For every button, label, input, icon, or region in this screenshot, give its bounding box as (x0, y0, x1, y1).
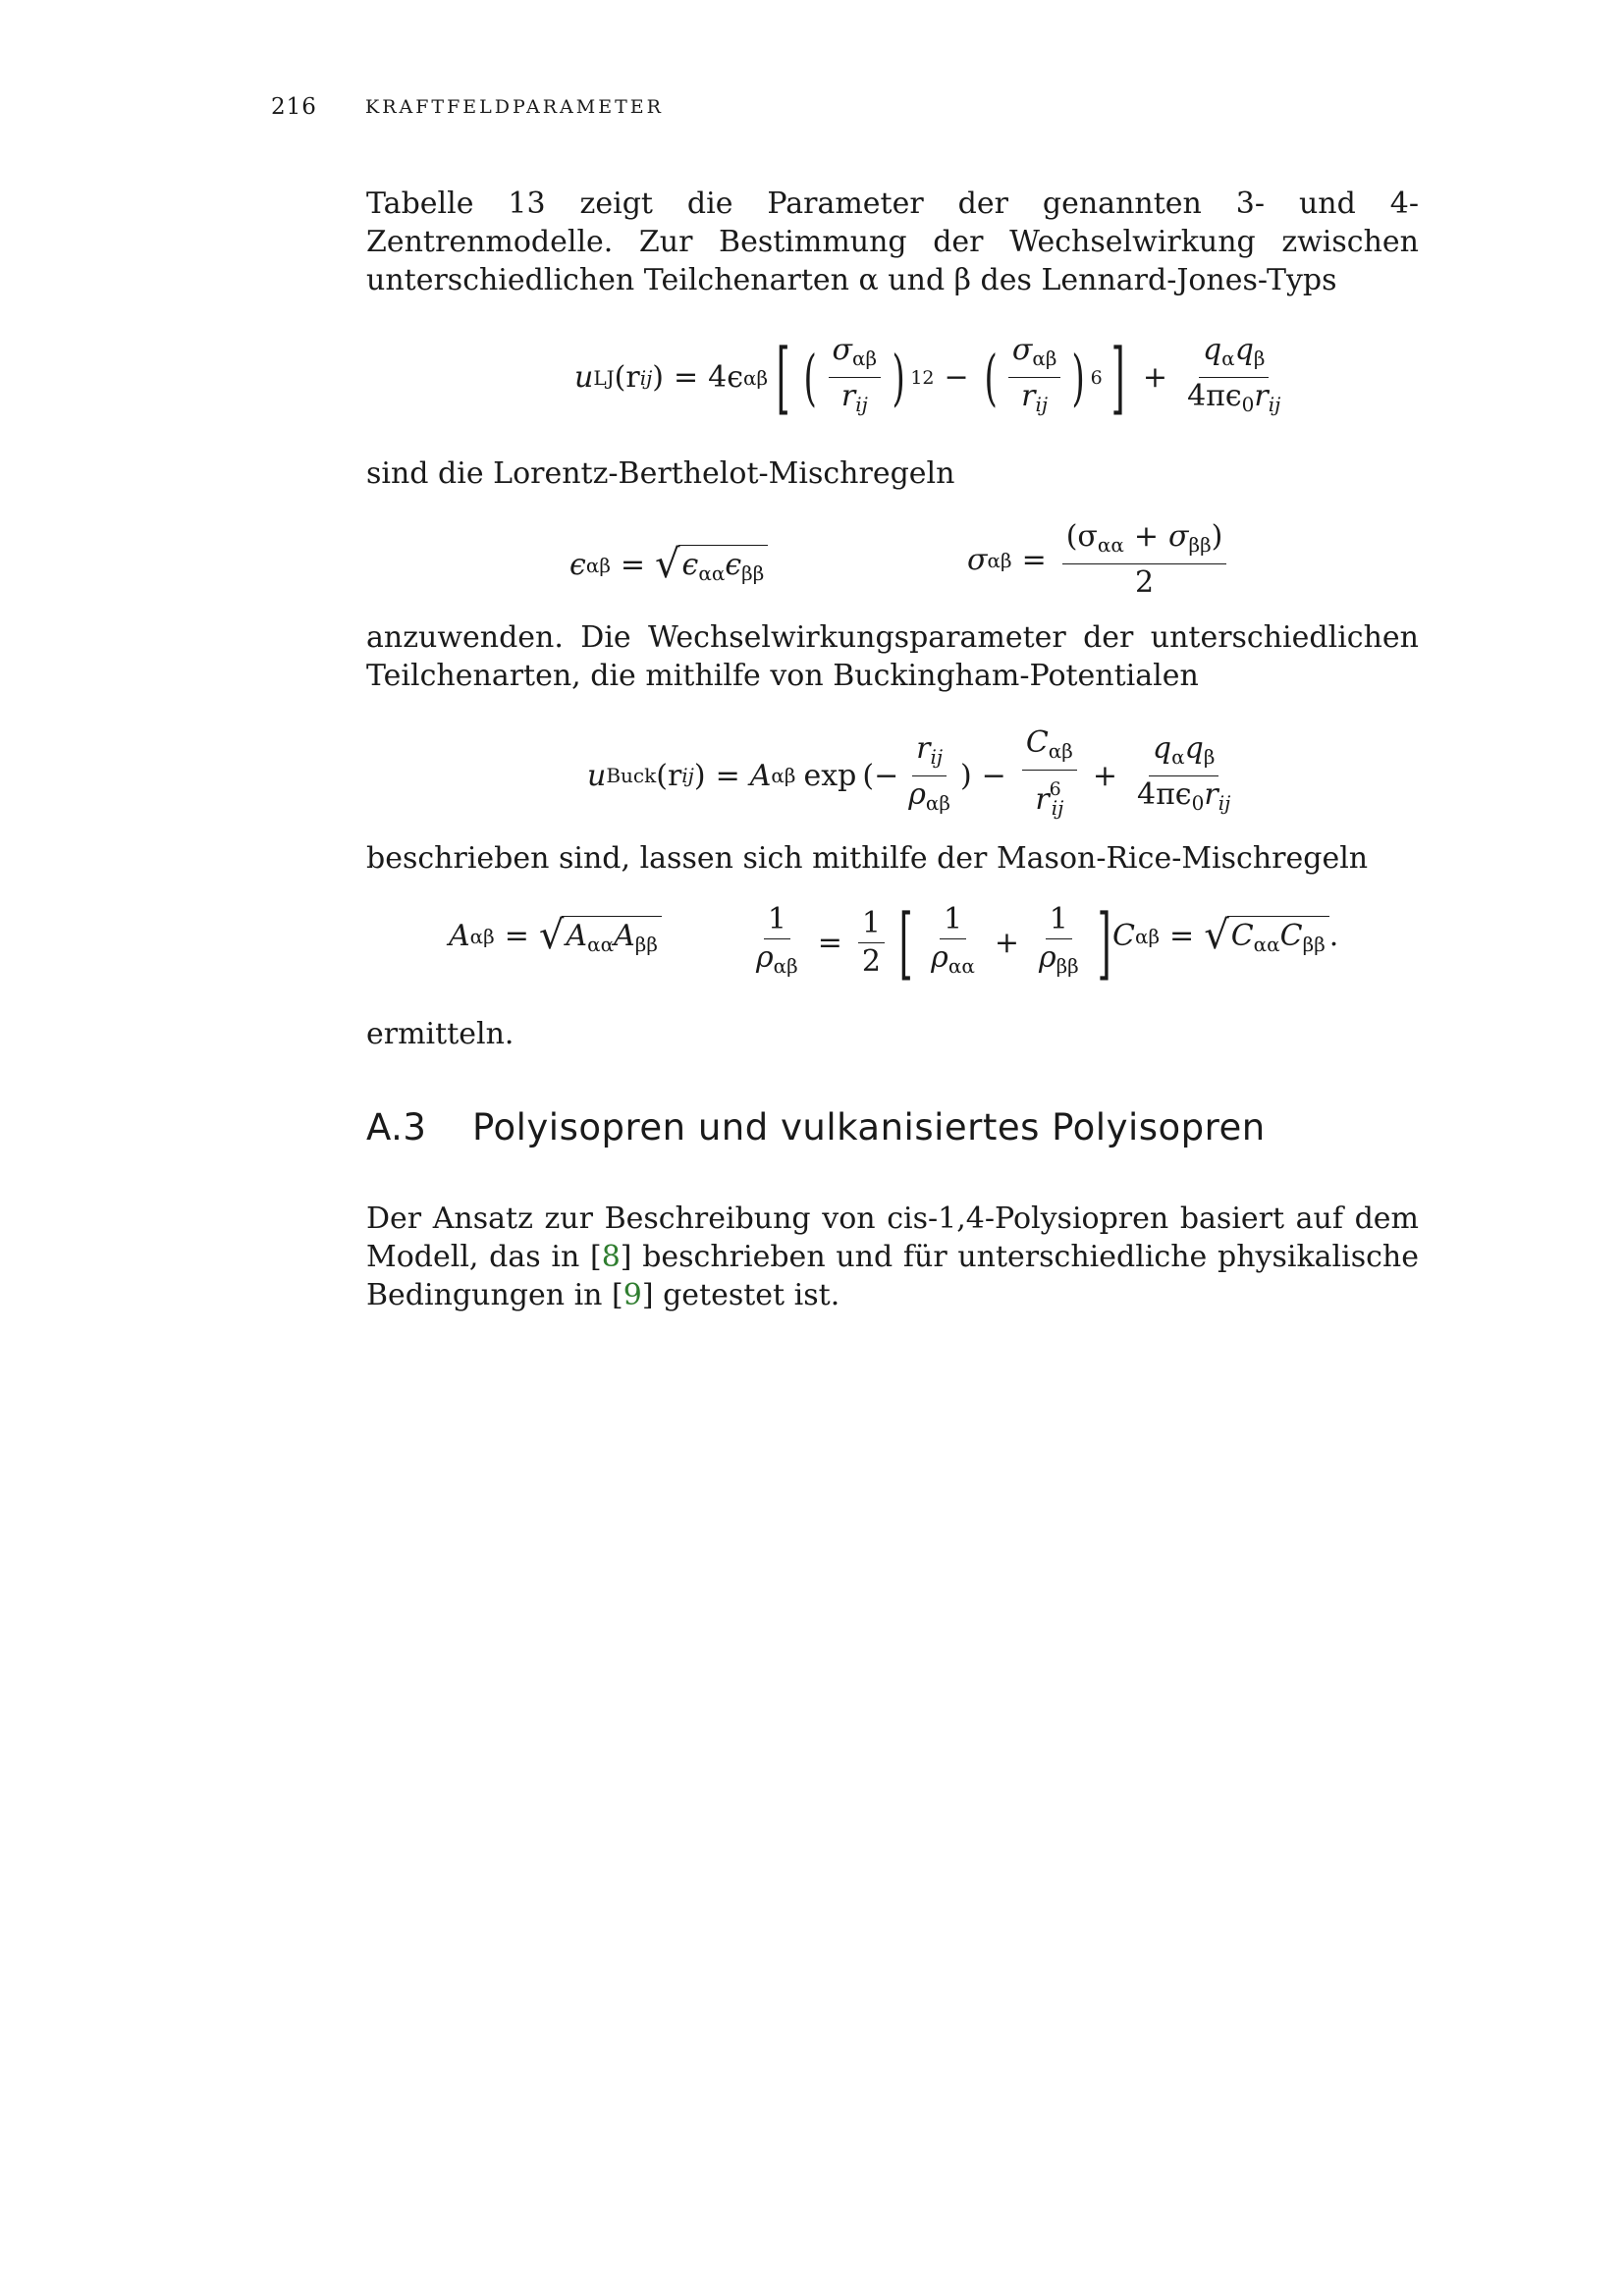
eq-symbol: r (1035, 782, 1050, 817)
paren-left: ( (803, 341, 818, 413)
eq-symbol: C (1230, 919, 1254, 953)
eq-subscript: αα (947, 954, 975, 978)
eq-symbol: 1 (764, 903, 790, 939)
eq-symbol: u (574, 360, 594, 395)
fraction (904, 732, 954, 820)
eq-subscript: αα (587, 933, 615, 956)
eq-symbol: C (1112, 919, 1135, 953)
eq-symbol: σ (967, 543, 988, 577)
citation-link[interactable]: 9 (623, 1278, 642, 1312)
eq-symbol: 1 (1046, 903, 1072, 939)
eq-symbol: ) (1211, 519, 1223, 554)
eq-operator: − (944, 360, 969, 395)
eq-operator: = (715, 758, 740, 793)
eq-symbol: q (1202, 333, 1222, 367)
paren-right: ) (1071, 341, 1086, 413)
eq-symbol: 4ϵ (708, 360, 744, 395)
eq-subscript: ij (855, 393, 868, 416)
eq-symbol: 2 (861, 944, 881, 979)
equation-buckingham (587, 726, 1240, 825)
fraction (1022, 726, 1077, 825)
eq-subscript: LJ (593, 365, 615, 390)
section-number: A.3 (366, 1106, 427, 1148)
eq-symbol: A (449, 919, 470, 953)
eq-subscript: ij (1051, 796, 1064, 820)
text-span: ] beschrieben und für unterschiedliche physikalische Bedingungen in [ (366, 1240, 1419, 1312)
eq-symbol: q (1184, 730, 1204, 766)
text-span: Der Ansatz zur Beschreibung von cis-1,4-Polysiopren basiert auf dem Modell, das in [ (366, 1201, 1419, 1274)
eq-subscript: ββ (1188, 533, 1212, 557)
equation-epsilon-mixing (569, 542, 768, 587)
eq-subscript: α (1221, 347, 1235, 370)
eq-operator: = (1021, 543, 1047, 577)
fraction (829, 334, 882, 421)
eq-symbol: C (1279, 919, 1303, 953)
paragraph-ermitteln: ermitteln. (366, 1017, 514, 1051)
text-span: ] getestet ist. (641, 1278, 840, 1312)
eq-symbol: ) (959, 758, 972, 793)
eq-symbol: ϵ (569, 548, 586, 582)
eq-symbol: r (916, 730, 931, 766)
fraction (858, 907, 885, 979)
eq-operator: + (994, 926, 1019, 960)
eq-symbol: 4πϵ (1137, 776, 1192, 812)
eq-exponent: 12 (910, 366, 935, 389)
citation-link[interactable]: 8 (601, 1240, 621, 1274)
eq-symbol: ρ (756, 940, 774, 975)
eq-subscript: ij (930, 744, 944, 769)
eq-symbol: σ (1168, 519, 1189, 554)
fraction (927, 903, 979, 983)
eq-symbol: C (1025, 725, 1049, 760)
eq-symbol: 4πϵ (1187, 379, 1242, 413)
eq-subscript: α (1171, 744, 1185, 769)
paragraph-intro: Tabelle 13 zeigt die Parameter der genannten 3- und 4-Zentrenmodelle. Zur Bestimmung der Wechselwirkung zwischen unterschiedlichen Teilchenarten α und β des Lennard-Jones-Typs (366, 187, 1419, 297)
eq-subscript: ij (1218, 790, 1231, 815)
eq-symbol: σ (832, 333, 853, 367)
fraction (1008, 334, 1061, 421)
eq-subscript: ββ (634, 933, 658, 956)
eq-symbol: ρ (908, 776, 926, 812)
eq-symbol: 1 (940, 903, 966, 939)
eq-subscript: ij (1268, 393, 1281, 416)
eq-subscript: αβ (743, 365, 769, 390)
eq-subscript: αβ (469, 924, 495, 948)
paragraph-lorentz: sind die Lorentz-Berthelot-Mischregeln (366, 456, 955, 491)
fraction (1062, 520, 1227, 600)
eq-subscript: ββ (1056, 954, 1079, 978)
equation-sigma-mixing (967, 520, 1232, 600)
eq-symbol: A (566, 919, 588, 953)
eq-subscript: αβ (1048, 739, 1073, 763)
equation-rho-mixing (746, 896, 1119, 988)
eq-symbol: r (1254, 379, 1269, 413)
paren-right: ) (892, 341, 905, 413)
page-number: 216 (271, 94, 317, 120)
eq-subscript: αβ (585, 553, 611, 577)
bracket-left: [ (898, 896, 913, 988)
eq-subscript: ij (1035, 393, 1049, 416)
eq-symbol: A (614, 919, 635, 953)
fraction (1133, 732, 1234, 820)
eq-operator: + (1133, 519, 1160, 554)
eq-operator: = (1169, 919, 1195, 953)
eq-symbol: (r (614, 360, 640, 395)
eq-symbol: q (1152, 730, 1172, 766)
eq-symbol: . (1328, 919, 1339, 953)
eq-symbol: ) (652, 360, 665, 395)
eq-symbol: A (749, 758, 772, 793)
eq-exponent: 6 (1049, 778, 1061, 800)
eq-subscript: αβ (987, 548, 1012, 572)
eq-symbol: r (840, 379, 856, 413)
chapter-title: KRAFTFELDPARAMETER (365, 96, 664, 118)
eq-symbol: ϵ (725, 548, 742, 582)
eq-function: exp (803, 758, 857, 793)
fraction (1183, 334, 1284, 421)
eq-operator: + (1092, 758, 1117, 793)
eq-symbol: r (1204, 776, 1218, 812)
running-head (271, 94, 1449, 128)
bracket-left: [ (776, 331, 790, 423)
eq-operator: = (817, 926, 842, 960)
fraction (1035, 903, 1083, 983)
square-root: √ $\epsilon_{\alpha\alpha}\epsilon_{\beta\beta}$ (655, 545, 768, 585)
eq-subscript: αβ (773, 954, 798, 978)
eq-operator: = (620, 548, 646, 582)
eq-subscript: ββ (741, 561, 765, 585)
paren-left: ( (984, 341, 998, 413)
bracket-right: ] (1097, 896, 1111, 988)
eq-symbol: q (1234, 333, 1254, 367)
eq-subscript: αα (1253, 933, 1280, 956)
eq-subscript: ij (681, 764, 694, 787)
eq-symbol: σ (1011, 333, 1033, 367)
eq-symbol: 2 (1134, 565, 1155, 600)
eq-subscript: ij (639, 365, 653, 390)
eq-subscript: αα (698, 561, 726, 585)
bracket-right: ] (1110, 331, 1125, 423)
eq-subscript: Buck (606, 764, 657, 787)
eq-symbol: ρ (1038, 940, 1056, 975)
eq-subscript: β (1253, 347, 1266, 370)
eq-symbol: ρ (931, 940, 948, 975)
eq-symbol: r (1021, 379, 1036, 413)
eq-exponent: 6 (1090, 366, 1103, 389)
fraction (752, 903, 802, 983)
eq-symbol: ) (693, 758, 706, 793)
eq-subscript: β (1203, 744, 1216, 769)
eq-symbol: (r (656, 758, 682, 793)
eq-symbol: u (587, 758, 607, 793)
equation-a-mixing (449, 913, 662, 958)
eq-subscript: 0 (1241, 393, 1255, 416)
square-root: √ $A_{\alpha\alpha}A_{\beta\beta}$ (539, 916, 662, 956)
eq-subscript: 0 (1191, 790, 1205, 815)
eq-symbol: 1 (858, 907, 885, 943)
paragraph-polyisopren (366, 1200, 1419, 1314)
paragraph-mason-rice: beschrieben sind, lassen sich mithilfe der Mason-Rice-Mischregeln (366, 841, 1369, 876)
eq-subscript: αβ (852, 347, 878, 370)
eq-subscript: αα (1097, 533, 1124, 557)
section-title: Polyisopren und vulkanisiertes Polyisopren (472, 1106, 1266, 1148)
eq-symbol: (σ (1065, 519, 1098, 554)
square-root: √ $C_{\alpha\alpha}C_{\beta\beta}$ (1204, 916, 1329, 956)
eq-operator: + (1142, 360, 1168, 395)
eq-subscript: αβ (771, 764, 796, 787)
eq-operator: = (674, 360, 699, 395)
eq-symbol: (− (862, 758, 899, 793)
eq-subscript: αβ (925, 790, 950, 815)
equation-lennard-jones (574, 331, 1290, 423)
eq-operator: − (981, 758, 1006, 793)
eq-operator: = (504, 919, 529, 953)
equation-c-mixing (1112, 913, 1339, 958)
eq-subscript: αβ (1134, 924, 1161, 948)
paragraph-buckingham: anzuwenden. Die Wechselwirkungsparameter der unterschiedlichen Teilchenarten, die mithilfe von Buckingham-Potentialen (366, 620, 1419, 693)
eq-subscript: αβ (1032, 347, 1057, 370)
eq-subscript: ββ (1302, 933, 1326, 956)
eq-symbol: ϵ (681, 548, 699, 582)
